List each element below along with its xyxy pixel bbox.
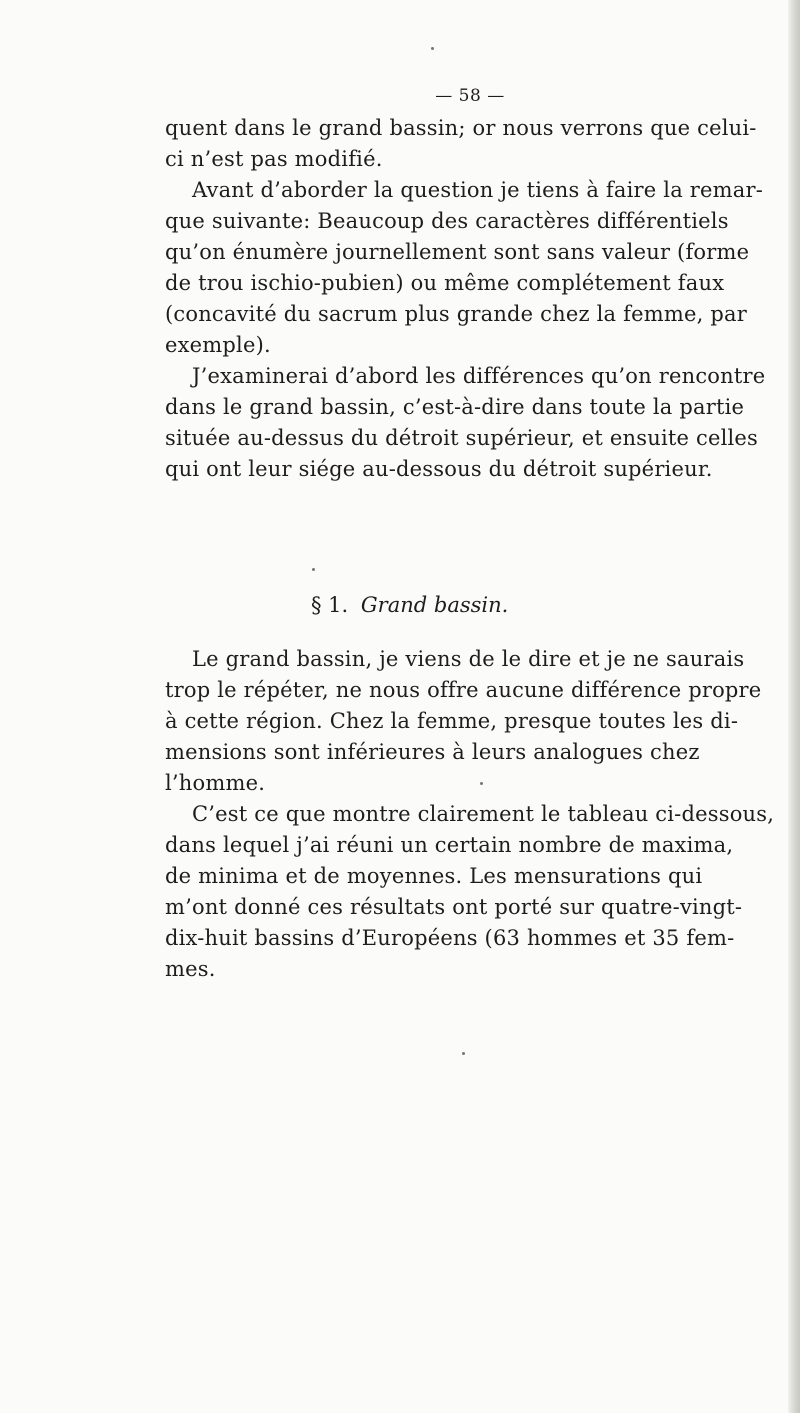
text-line: exemple).: [165, 333, 271, 357]
text-line: de minima et de moyennes. Les mensurations qui: [165, 864, 703, 888]
text-line: C’est ce que montre clairement le tableau ci-dessous,: [192, 802, 775, 826]
print-speck: [480, 782, 483, 785]
print-speck: [312, 568, 315, 571]
print-speck: [431, 47, 434, 50]
text-line: à cette région. Chez la femme, presque toutes les di-: [165, 709, 739, 733]
text-line: ci n’est pas modifié.: [165, 147, 383, 171]
text-line: trop le répéter, ne nous offre aucune différence propre: [165, 678, 762, 702]
text-line: Le grand bassin, je viens de le dire et je ne saurais: [192, 647, 745, 671]
text-line: Avant d’aborder la question je tiens à faire la remar-: [192, 178, 764, 202]
text-line: mensions sont inférieures à leurs analogues chez: [165, 740, 700, 764]
section-title: Grand bassin.: [360, 593, 509, 617]
section-heading: [165, 590, 797, 621]
text-line: située au-dessus du détroit supérieur, et ensuite celles: [165, 426, 759, 450]
paragraph-2: [165, 644, 797, 985]
text-line: qu’on énumère journellement sont sans valeur (forme: [165, 240, 750, 264]
text-line: (concavité du sacrum plus grande chez la femme, par: [165, 302, 747, 326]
text-line: qui ont leur siége au-dessous du détroit supérieur.: [165, 457, 713, 481]
section-mark: § 1.: [311, 593, 349, 617]
text-line: m’ont donné ces résultats ont porté sur quatre-vingt-: [165, 895, 743, 919]
text-line: dans le grand bassin, c’est-à-dire dans toute la partie: [165, 395, 745, 419]
text-line: l’homme.: [165, 771, 266, 795]
text-line: de trou ischio-pubien) ou même complétement faux: [165, 271, 725, 295]
text-line: dans lequel j’ai réuni un certain nombre de maxima,: [165, 833, 734, 857]
paragraph-1: [165, 113, 797, 485]
page-number: — 58 —: [435, 86, 505, 106]
print-speck: [462, 1052, 465, 1055]
text-line: dix-huit bassins d’Européens (63 hommes et 35 fem-: [165, 926, 735, 950]
text-line: que suivante: Beaucoup des caractères différentiels: [165, 209, 729, 233]
text-line: quent dans le grand bassin; or nous verrons que celui-: [165, 116, 757, 140]
text-line: mes.: [165, 957, 216, 981]
text-line: J’examinerai d’abord les différences qu’on rencontre: [192, 364, 766, 388]
